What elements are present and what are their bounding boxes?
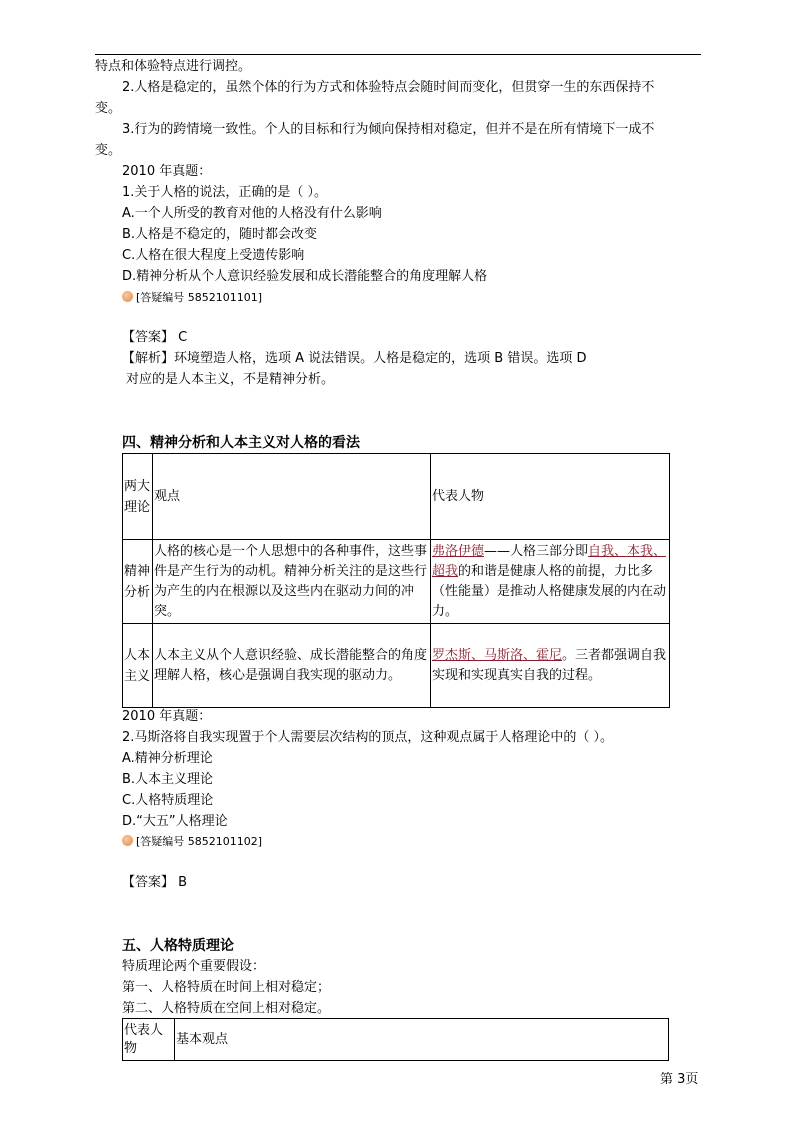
page-number: 第 3页: [660, 1072, 699, 1087]
explanation: 【解析】环境塑造人格，选项 A 说法错误。人格是稳定的，选项 B 错误。选项 D: [122, 351, 587, 366]
rep-cell: [431, 624, 670, 708]
section-heading: 五、人格特质理论: [122, 938, 234, 954]
option-b: B.人本主义理论: [122, 772, 214, 787]
qa-bubble-icon: [122, 835, 133, 846]
table-row: [123, 624, 670, 708]
qa-id: [答疑编号 5852101101]: [136, 291, 263, 304]
question-stem: 2.马斯洛将自我实现置于个人需要层次结构的顶点，这种观点属于人格理论中的（ ）。: [122, 730, 614, 745]
qa-link[interactable]: [122, 832, 262, 852]
option-b: B.人格是不稳定的，随时都会改变: [122, 227, 318, 242]
option-c: C.人格在很大程度上受遗传影响: [122, 248, 305, 263]
option-c: C.人格特质理论: [122, 793, 214, 808]
text-line: 特质理论两个重要假设：: [122, 959, 266, 974]
explanation-cont: 对应的是人本主义，不是精神分析。: [126, 372, 335, 387]
text-line: 变。: [95, 101, 122, 116]
rep-link[interactable]: 弗洛伊德: [432, 543, 485, 559]
theory-cell: 人本主义: [123, 624, 153, 708]
header-cell: 代表人物: [431, 454, 670, 540]
option-a: A.一个人所受的教育对他的人格没有什么影响: [122, 206, 382, 221]
theory-cell: 精神分析: [123, 540, 153, 624]
table-row: [123, 540, 670, 624]
rep-link[interactable]: 自我、本我、超我: [432, 543, 667, 579]
answer: 【答案】 B: [122, 875, 188, 890]
text-line: 第二、人格特质在空间上相对稳定。: [122, 1001, 331, 1016]
header-cell: 两大理论: [123, 454, 153, 540]
option-d: D.“大五”人格理论: [122, 814, 228, 829]
view-cell: 人本主义从个人意识经验、成长潜能整合的角度理解人格，核心是强调自我实现的驱动力。: [153, 624, 431, 708]
text-line: 第一、人格特质在时间上相对稳定；: [122, 980, 331, 995]
rep-text: 的和谐是健康人格的前提，力比多（性能量）是推动人格健康发展的内在动力。: [432, 563, 667, 619]
rep-cell: [431, 540, 670, 624]
qa-link[interactable]: [122, 288, 262, 308]
text-line: 2.人格是稳定的，虽然个体的行为方式和体验特点会随时间而变化，但贯穿一生的东西保持不: [122, 80, 655, 95]
theory-table: [122, 453, 670, 708]
qa-bubble-icon: [122, 291, 133, 302]
question-stem: 1.关于人格的说法，正确的是（ ）。: [122, 185, 328, 200]
rep-link[interactable]: 罗杰斯、马斯洛、霍尼: [432, 647, 563, 663]
rep-text: ——人格三部分即: [484, 543, 589, 559]
option-a: A.精神分析理论: [122, 751, 213, 766]
view-cell: 人格的核心是一个人思想中的各种事件，这些事件是产生行为的动机。精神分析关注的是这些行为产生的内在根源以及这些内在驱动力间的冲突。: [153, 540, 431, 624]
qa-id: [答疑编号 5852101102]: [136, 835, 263, 848]
text-line: 2010 年真题：: [122, 709, 212, 724]
text-line: 2010 年真题：: [122, 164, 212, 179]
header-cell: 观点: [153, 454, 431, 540]
rep-text: 。三者都强调自我实现和实现真实自我的过程。: [432, 647, 667, 683]
table-header-row: [123, 454, 670, 540]
text-line: 3.行为的跨情境一致性。个人的目标和行为倾向保持相对稳定，但并不是在所有情境下一成不: [122, 122, 655, 137]
option-d: D.精神分析从个人意识经验发展和成长潜能整合的角度理解人格: [122, 269, 488, 284]
header-cell: 基本观点: [175, 1019, 669, 1061]
text-line: 变。: [95, 143, 122, 158]
answer: 【答案】 C: [122, 330, 188, 345]
header-cell: 代表人物: [123, 1019, 175, 1061]
header-rule: [95, 54, 701, 55]
table-header-row: [123, 1019, 669, 1061]
section-heading: 四、精神分析和人本主义对人格的看法: [122, 435, 360, 451]
trait-table: [122, 1018, 669, 1061]
text-line: 特点和体验特点进行调控。: [95, 59, 252, 74]
